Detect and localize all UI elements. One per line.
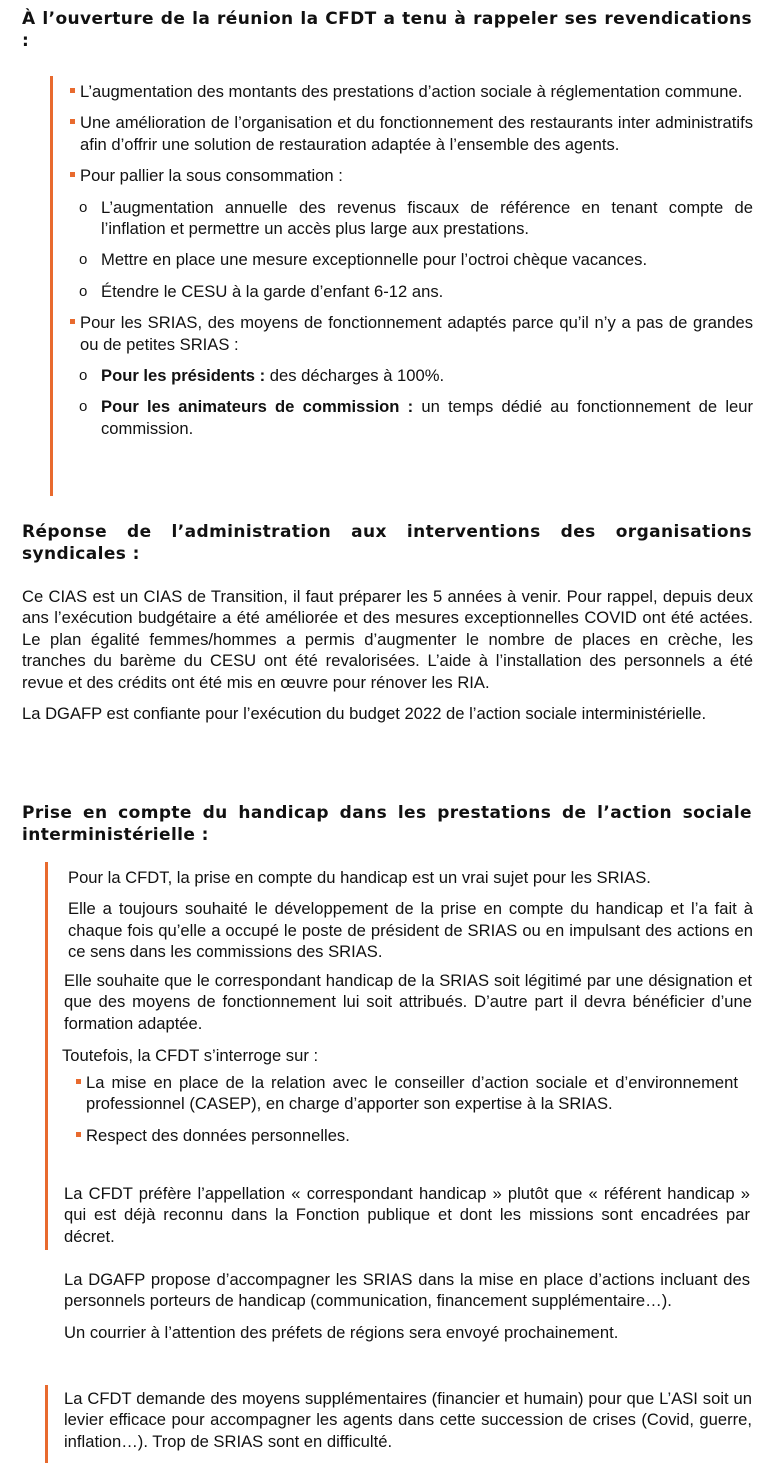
paragraph: La CFDT préfère l’appellation « correspondant handicap » plutôt que « référent handicap » qui est déjà reconnu dans la Fonction publique et dont les missions sont encadrées par décret. [64, 1184, 750, 1246]
list-item: o Mettre en place une mesure exceptionnelle pour l’octroi chèque vacances. [79, 250, 648, 270]
circle-bullet-icon: o [79, 367, 88, 385]
paragraph: Pour la CFDT, la prise en compte du handicap est un vrai sujet pour les SRIAS. [68, 868, 651, 887]
list-item: o Pour les animateurs de commission : un temps dédié au fonctionnement de leur commission. [79, 397, 753, 438]
section3-block-e [64, 1269, 750, 1343]
section3-block-b [64, 970, 752, 1034]
list-item: Pour les SRIAS, des moyens de fonctionnement adaptés parce qu’il n’y a pas de grandes ou de petites SRIAS : [68, 312, 753, 355]
section2-body [22, 586, 753, 724]
square-bullet-icon [70, 88, 75, 93]
list-item: L’augmentation des montants des prestations d’action sociale à réglementation commune. [68, 81, 753, 102]
accent-bar-1 [50, 76, 53, 496]
list-item: La mise en place de la relation avec le conseiller d’action sociale et d’environnement professionnel (CASEP), en charge d’apporter son expertise à la SRIAS. [74, 1072, 738, 1115]
section3-heading: Prise en compte du handicap dans les prestations de l’action sociale interministérielle : [22, 803, 752, 845]
section3-block-a [68, 867, 753, 963]
section2-heading: Réponse de l’administration aux interventions des organisations syndicales : [22, 522, 752, 564]
square-bullet-icon [70, 172, 75, 177]
square-bullet-icon [76, 1079, 81, 1084]
list-item: Pour pallier la sous consommation : [68, 165, 753, 186]
list-item: o L’augmentation annuelle des revenus fiscaux de référence en tenant compte de l’inflation et permettre un accès plus large aux prestations. [79, 197, 753, 239]
section3-block-c [62, 1045, 752, 1066]
list-item: o Étendre le CESU à la garde d’enfant 6-12 ans. [79, 281, 444, 301]
square-bullet-icon [70, 319, 75, 324]
section3-list [74, 1072, 738, 1146]
square-bullet-icon [76, 1132, 81, 1137]
accent-bar-2 [45, 862, 48, 1250]
section1-heading: À l’ouverture de la réunion la CFDT a tenu à rappeler ses revendications : [22, 9, 752, 51]
paragraph: La DGAFP est confiante pour l’exécution du budget 2022 de l’action sociale interministérielle. [22, 704, 707, 724]
paragraph: La CFDT demande des moyens supplémentaires (financier et humain) pour que L’ASI soit un levier efficace pour accompagner les agents dans cette succession de crises (Covid, guerre, inflation…). Trop de SRIAS sont en difficulté. [64, 1389, 752, 1451]
paragraph: Toutefois, la CFDT s’interroge sur : [62, 1046, 319, 1065]
paragraph: Un courrier à l’attention des préfets de régions sera envoyé prochainement. [64, 1322, 619, 1342]
circle-bullet-icon: o [79, 282, 88, 300]
section3-block-d [64, 1183, 750, 1247]
list-item: Respect des données personnelles. [74, 1125, 738, 1146]
circle-bullet-icon: o [79, 398, 88, 416]
paragraph: Elle souhaite que le correspondant handicap de la SRIAS soit légitimé par une désignation et que des moyens de fonctionnement lui soit attribués. D’autre part il devra bénéficier d’une formation adaptée. [64, 971, 752, 1033]
paragraph: La DGAFP propose d’accompagner les SRIAS dans la mise en place d’actions incluant des personnels porteurs de handicap (communication, financement supplémentaire…). [64, 1270, 750, 1311]
section1-list [68, 81, 753, 439]
accent-bar-3 [45, 1385, 48, 1463]
circle-bullet-icon: o [79, 251, 88, 269]
square-bullet-icon [70, 119, 75, 124]
section3-block-f [64, 1388, 752, 1452]
paragraph: Ce CIAS est un CIAS de Transition, il faut préparer les 5 années à venir. Pour rappel, depuis deux ans l’exécution budgétaire a été améliorée et des mesures exceptionnelles COVID ont été actées. Le plan égalité femmes/hommes a permis d’augmenter le nombre de places en crèche, les tranches du barème du CESU ont été revalorisées. L’aide à l’installation des personnels a été revue et des crédits ont été mis en œuvre pour rénover les RIA. [22, 587, 753, 692]
circle-bullet-icon: o [79, 198, 88, 216]
paragraph: Elle a toujours souhaité le développement de la prise en compte du handicap et l’a fait à chaque fois qu’elle a occupé le poste de président de SRIAS ou en impulsant des actions en ce sens dans les commissions des SRIAS. [68, 899, 753, 962]
list-item: Une amélioration de l’organisation et du fonctionnement des restaurants inter administratifs afin d’offrir une solution de restauration adaptée à l’ensemble des agents. [68, 112, 753, 155]
list-item: o Pour les présidents : des décharges à 100%. [79, 366, 445, 386]
